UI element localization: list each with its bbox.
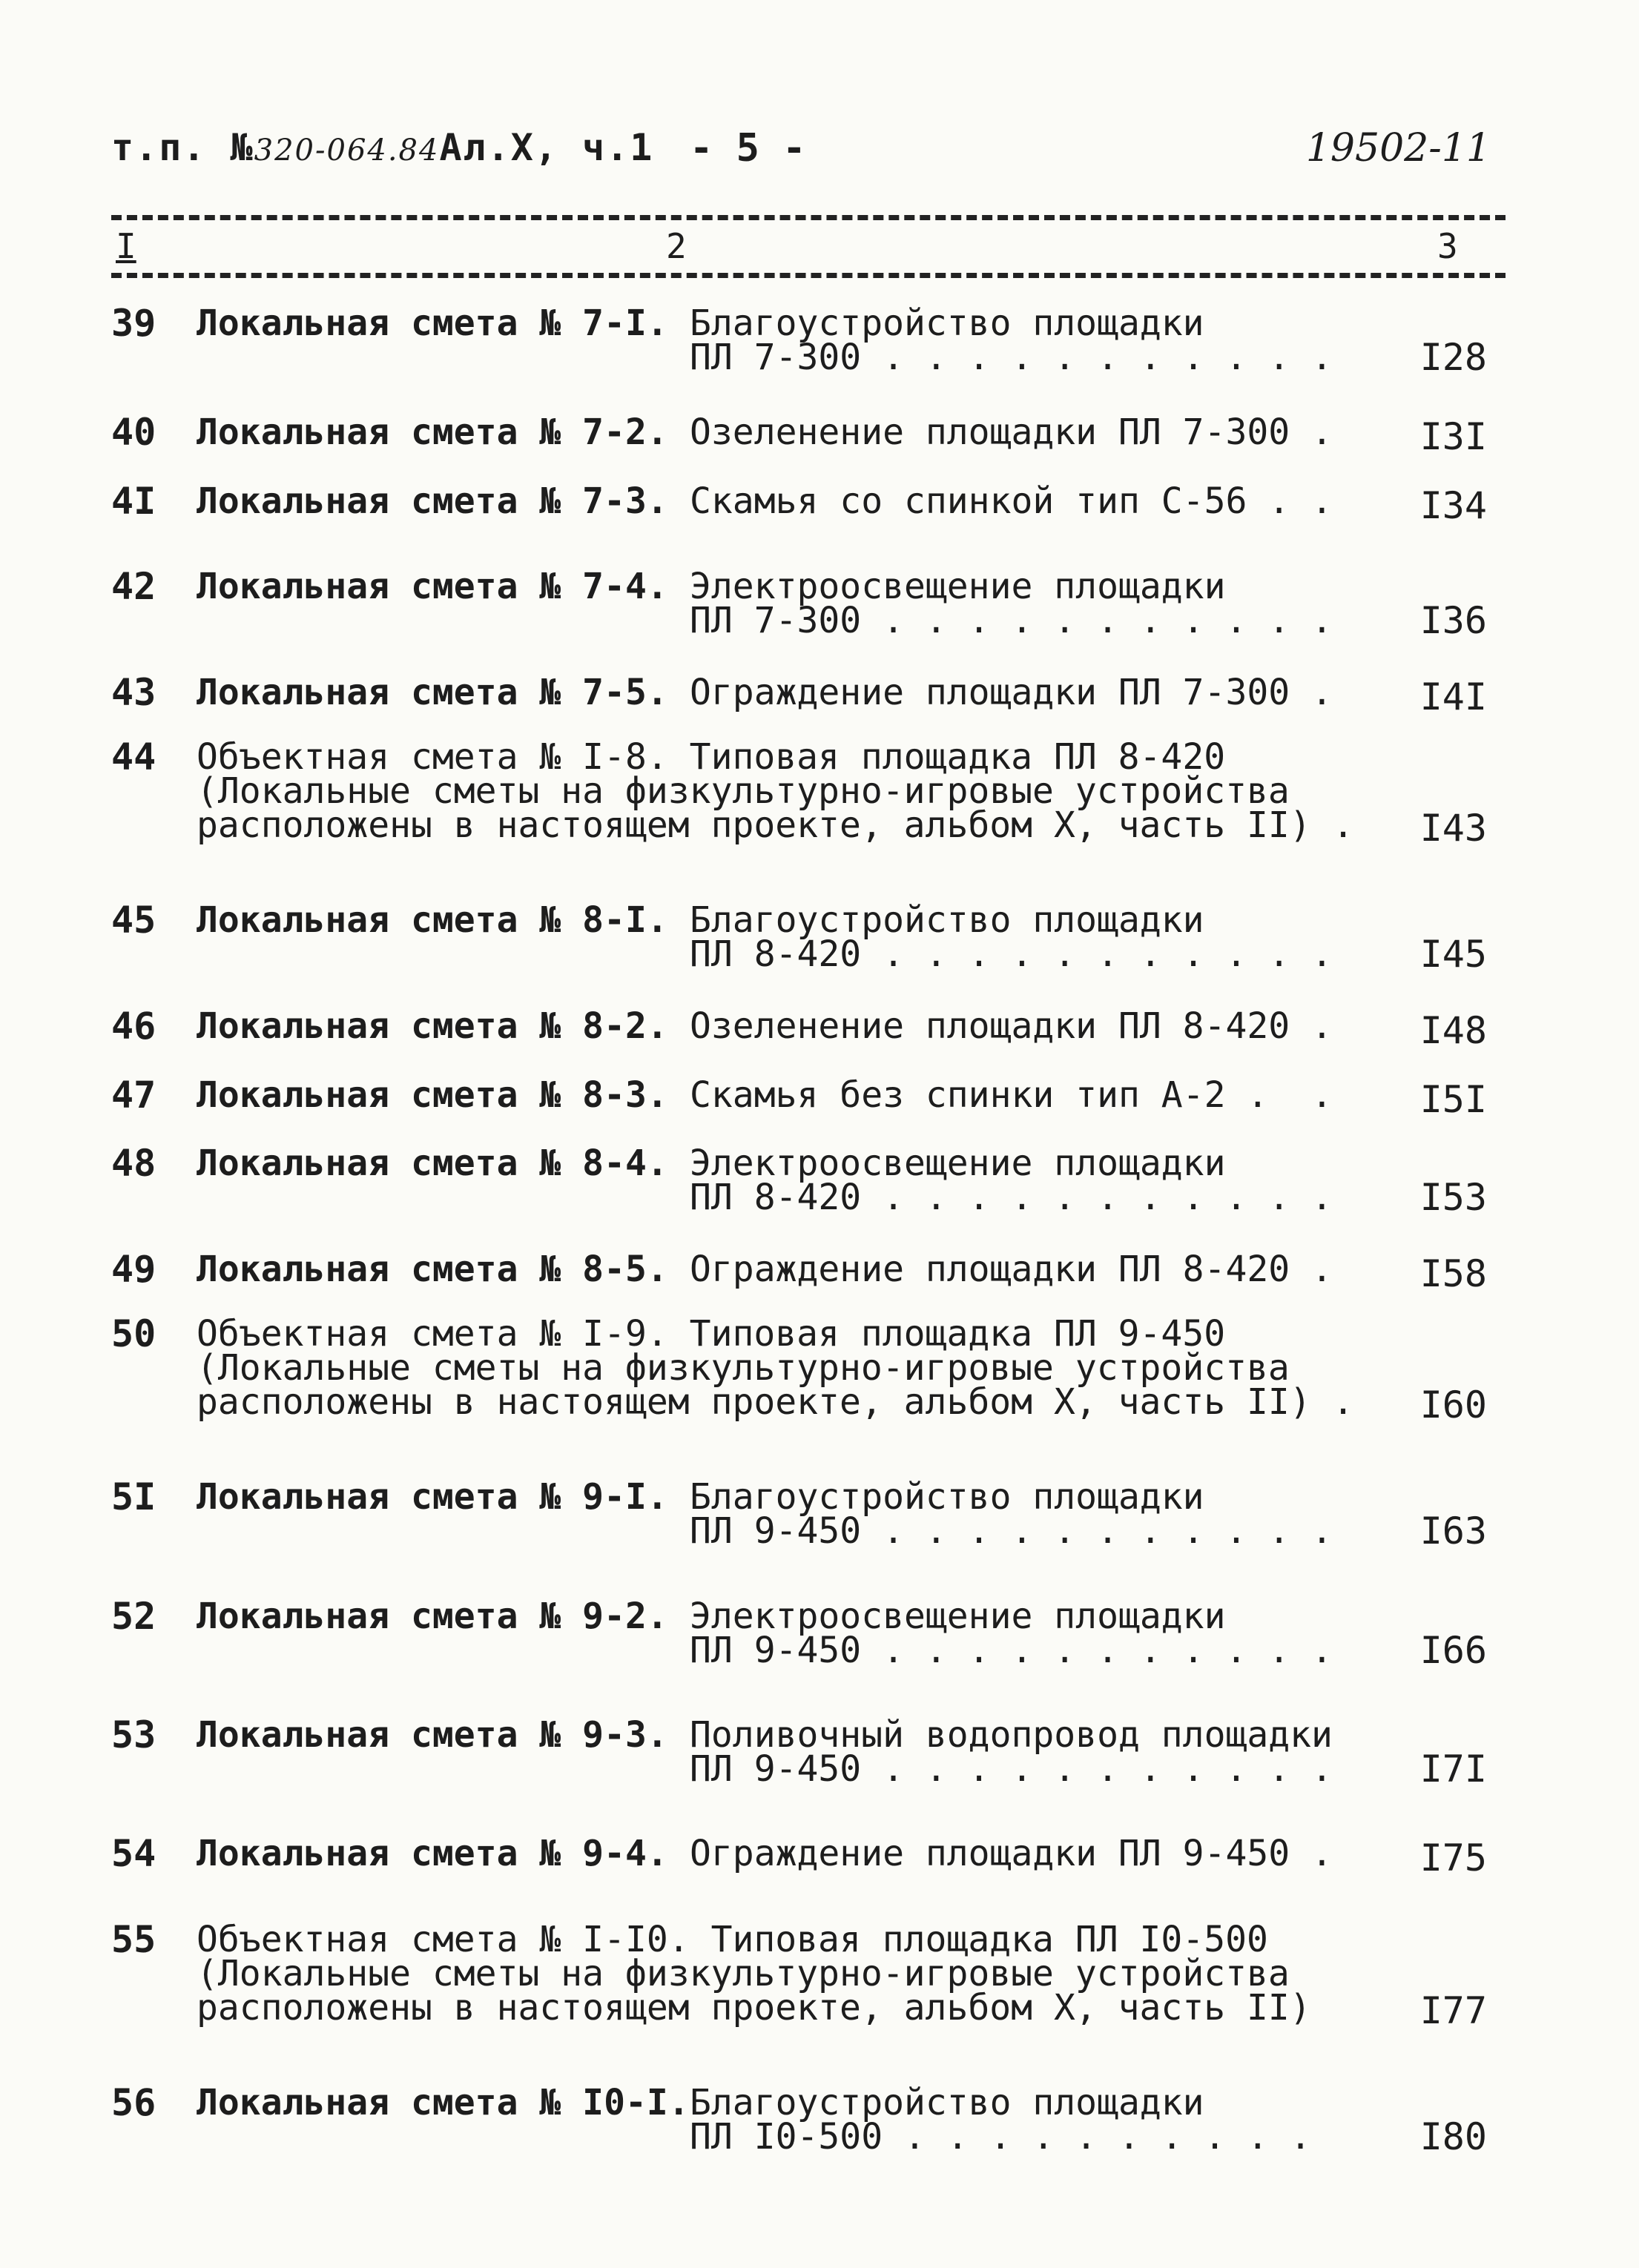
entry-line: ПЛ 7-300 . . . . . . . . . . . xyxy=(690,337,1333,378)
entry-description xyxy=(690,480,1333,522)
entry-title: Локальная смета № 7-5. xyxy=(197,672,668,713)
entry-page: I7I xyxy=(1419,1748,1487,1791)
header-dashed-rule xyxy=(111,273,1506,278)
entry-line: ПЛ 9-450 . . . . . . . . . . . xyxy=(690,1748,1333,1790)
entry-title: Локальная смета № 8-2. xyxy=(197,1005,668,1047)
entry-line: Благоустройство площадки xyxy=(690,2082,1204,2123)
entry-page: I75 xyxy=(1419,1836,1487,1879)
entry-page: I5I xyxy=(1419,1078,1487,1121)
entry-title: Локальная смета № 9-3. xyxy=(197,1714,668,1756)
entry-page: I77 xyxy=(1419,1989,1487,2032)
entry-line: Ограждение площадки ПЛ 8-420 . xyxy=(690,1249,1333,1290)
entry-line: ПЛ I0-500 . . . . . . . . . . xyxy=(690,2116,1312,2158)
entry-number: 55 xyxy=(111,1918,156,1961)
entry-line: Электроосвещение площадки xyxy=(690,1143,1226,1184)
entry-title: Локальная смета № 8-I. xyxy=(197,899,668,941)
entry-number: 4I xyxy=(111,480,156,523)
entry-line: Электроосвещение площадки xyxy=(690,566,1226,607)
entry-description xyxy=(690,1833,1333,1874)
entry-line: Озеленение площадки ПЛ 8-420 . xyxy=(690,1005,1333,1047)
entry-description xyxy=(690,1005,1333,1047)
entry-title: Локальная смета № 9-2. xyxy=(197,1596,668,1637)
entry-description xyxy=(690,672,1333,713)
entry-line: (Локальные сметы на физкультурно-игровые устройства xyxy=(197,770,1290,812)
toc-entry xyxy=(111,897,1506,976)
entry-number: 43 xyxy=(111,671,156,714)
entry-page: I60 xyxy=(1419,1383,1487,1426)
entry-description xyxy=(690,1596,1333,1671)
entry-description xyxy=(690,2082,1312,2158)
column-headers xyxy=(111,226,1506,271)
entry-line: расположены в настоящем проекте, альбом X, часть II) xyxy=(197,1987,1311,2029)
document-code-suffix: Ал.X, ч.1 xyxy=(439,126,654,169)
entry-line: Объектная смета № I-8. Типовая площадка ПЛ 8-420 xyxy=(197,736,1226,778)
entry-page: I4I xyxy=(1419,675,1487,718)
toc-entry xyxy=(111,478,1506,527)
entry-line: Ограждение площадки ПЛ 9-450 . xyxy=(690,1833,1333,1874)
entry-description xyxy=(690,899,1333,975)
entry-title: Локальная смета № 8-5. xyxy=(197,1249,668,1290)
entry-title: Локальная смета № 7-2. xyxy=(197,411,668,453)
entry-page: I63 xyxy=(1419,1510,1487,1553)
entry-line: Объектная смета № I-9. Типовая площадка ПЛ 9-450 xyxy=(197,1313,1226,1355)
entry-line: Озеленение площадки ПЛ 7-300 . xyxy=(690,411,1333,453)
entry-page: I45 xyxy=(1419,933,1487,976)
entry-number: 39 xyxy=(111,302,156,345)
entry-number: 5I xyxy=(111,1475,156,1518)
entry-number: 52 xyxy=(111,1595,156,1638)
column-header-3: 3 xyxy=(1437,226,1458,266)
entry-page: I3I xyxy=(1419,415,1487,458)
entry-line: Скамья без спинки тип А-2 . . xyxy=(690,1074,1333,1116)
entry-title: Локальная смета № 7-I. xyxy=(197,302,668,344)
entry-number: 53 xyxy=(111,1713,156,1756)
entry-line: Благоустройство площадки xyxy=(690,1476,1204,1518)
entry-page: I36 xyxy=(1419,599,1487,642)
entry-line: Скамья со спинкой тип С-56 . . xyxy=(690,480,1333,522)
entry-number: 54 xyxy=(111,1832,156,1875)
entry-page: I48 xyxy=(1419,1009,1487,1052)
entry-title: Локальная смета № 7-4. xyxy=(197,566,668,607)
toc-entry xyxy=(111,409,1506,458)
toc-entry xyxy=(111,1593,1506,1672)
entry-line: Поливочный водопровод площадки xyxy=(690,1714,1333,1756)
entry-number: 42 xyxy=(111,565,156,608)
entry-description xyxy=(690,1249,1333,1290)
entry-line: ПЛ 9-450 . . . . . . . . . . . xyxy=(690,1510,1333,1552)
entry-page: I43 xyxy=(1419,807,1487,850)
entry-line: Объектная смета № I-I0. Типовая площадка ПЛ I0-500 xyxy=(197,1919,1268,1960)
top-dashed-rule xyxy=(111,215,1506,220)
entry-title: Локальная смета № 8-3. xyxy=(197,1074,668,1116)
entry-page: I80 xyxy=(1419,2115,1487,2158)
toc-entry xyxy=(111,1140,1506,1219)
entry-line: ПЛ 7-300 . . . . . . . . . . . xyxy=(690,600,1333,641)
entry-title: Локальная смета № 9-4. xyxy=(197,1833,668,1874)
toc-entry xyxy=(111,670,1506,718)
entry-line: ПЛ 8-420 . . . . . . . . . . . xyxy=(690,933,1333,975)
entry-number: 40 xyxy=(111,411,156,454)
entry-number: 56 xyxy=(111,2081,156,2124)
entry-description xyxy=(197,736,1354,846)
entry-description xyxy=(690,1714,1333,1790)
entry-line: Благоустройство площадки xyxy=(690,899,1204,941)
toc-entry xyxy=(111,1917,1506,2032)
entry-line: (Локальные сметы на физкультурно-игровые устройства xyxy=(197,1347,1290,1389)
entry-number: 44 xyxy=(111,735,156,778)
entry-title: Локальная смета № 9-I. xyxy=(197,1476,668,1518)
entry-number: 48 xyxy=(111,1142,156,1185)
toc-entry xyxy=(111,734,1506,850)
toc-entry xyxy=(111,1072,1506,1121)
entry-line: Электроосвещение площадки xyxy=(690,1596,1226,1637)
entry-description xyxy=(690,1476,1333,1552)
page-header xyxy=(111,126,1520,193)
entry-title: Локальная смета № 8-4. xyxy=(197,1143,668,1184)
toc-entry xyxy=(111,1003,1506,1052)
entry-description xyxy=(690,566,1333,641)
entry-line: расположены в настоящем проекте, альбом X, часть II) . xyxy=(197,1381,1354,1423)
entry-page: I58 xyxy=(1419,1252,1487,1295)
entry-page: I34 xyxy=(1419,484,1487,527)
toc-entry xyxy=(111,300,1506,379)
toc-entry xyxy=(111,1831,1506,1879)
entry-page: I66 xyxy=(1419,1629,1487,1672)
toc-entry xyxy=(111,563,1506,642)
entry-line: (Локальные сметы на физкультурно-игровые устройства xyxy=(197,1953,1290,1994)
document-code-prefix: т.п. № xyxy=(111,126,254,169)
toc-entry xyxy=(111,1474,1506,1553)
entry-description xyxy=(197,1313,1354,1423)
entry-description xyxy=(690,302,1333,378)
document-code xyxy=(111,126,653,169)
entry-line: Ограждение площадки ПЛ 7-300 . xyxy=(690,672,1333,713)
entry-line: ПЛ 9-450 . . . . . . . . . . . xyxy=(690,1630,1333,1671)
entry-description xyxy=(690,1143,1333,1218)
entry-line: ПЛ 8-420 . . . . . . . . . . . xyxy=(690,1177,1333,1218)
toc-entry xyxy=(111,1311,1506,1426)
page-number: - 5 - xyxy=(690,126,806,171)
entry-description xyxy=(690,411,1333,453)
entry-number: 46 xyxy=(111,1005,156,1048)
entry-number: 49 xyxy=(111,1248,156,1291)
column-header-2: 2 xyxy=(666,226,687,266)
entry-number: 47 xyxy=(111,1074,156,1117)
entry-line: Благоустройство площадки xyxy=(690,302,1204,344)
toc-entry xyxy=(111,1712,1506,1791)
toc-entry xyxy=(111,1246,1506,1295)
entry-number: 50 xyxy=(111,1312,156,1355)
entry-page: I53 xyxy=(1419,1176,1487,1219)
toc-entry xyxy=(111,2080,1506,2158)
entry-description xyxy=(197,1919,1311,2029)
archive-number: 19502-11 xyxy=(1305,126,1491,171)
entry-description xyxy=(690,1074,1333,1116)
entry-line: расположены в настоящем проекте, альбом X, часть II) . xyxy=(197,804,1354,846)
column-header-1: I xyxy=(116,226,136,266)
entry-number: 45 xyxy=(111,899,156,942)
entry-title: Локальная смета № I0-I. xyxy=(197,2082,690,2123)
entry-page: I28 xyxy=(1419,336,1487,379)
entry-title: Локальная смета № 7-3. xyxy=(197,480,668,522)
document-code-handwritten: 320-064.84 xyxy=(254,133,440,168)
